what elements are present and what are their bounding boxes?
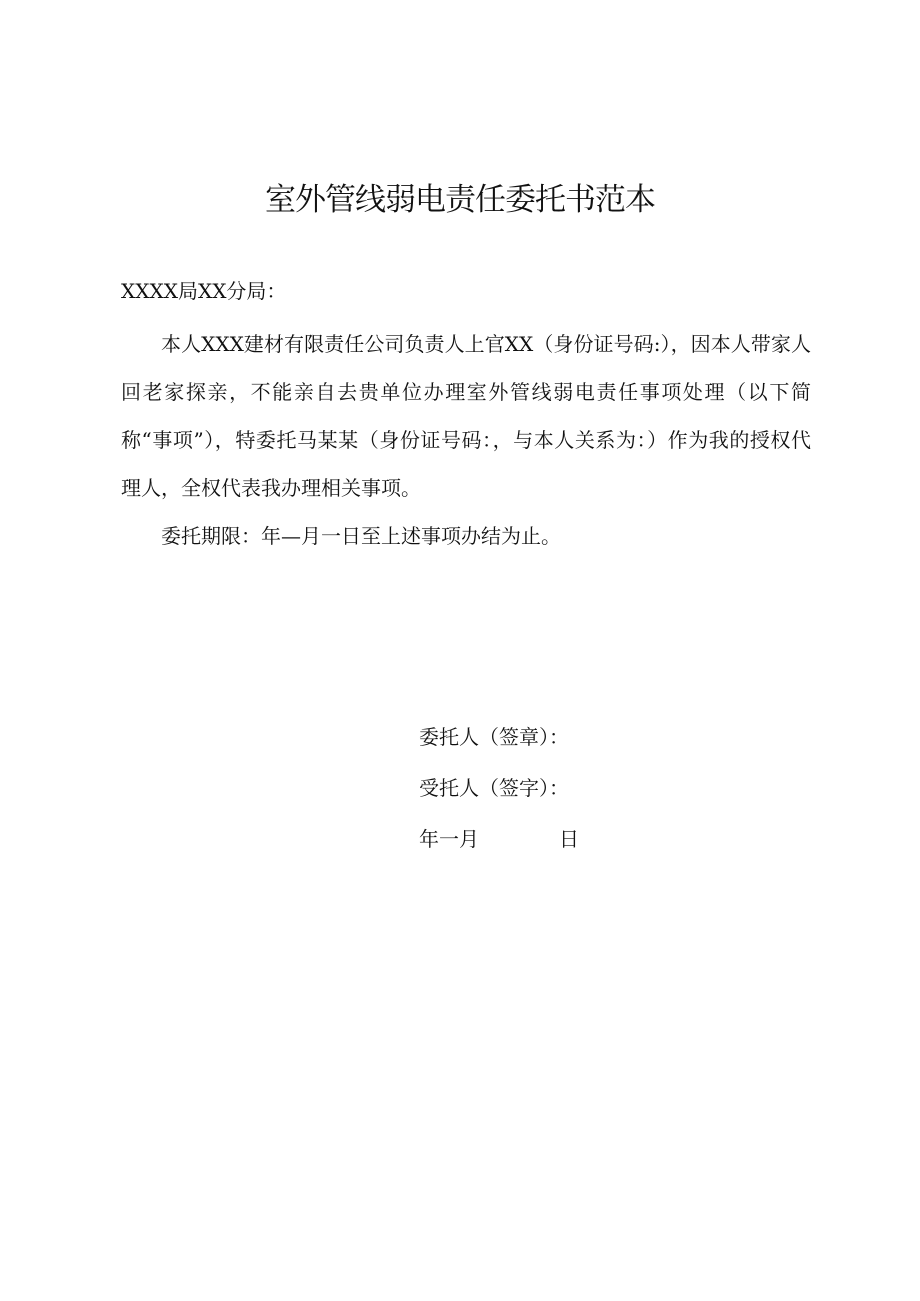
principal-signature-line: 委托人（签章）： [419, 725, 569, 749]
date-year-month: 年一月 [419, 827, 479, 851]
document-body [121, 320, 811, 560]
document-title: 室外管线弱电责任委托书范本 [265, 182, 655, 218]
salutation: XXXX局XX分局： [121, 279, 287, 303]
paragraph-entrustment: 本人XXX建材有限责任公司负责人上官XX（身份证号码:），因本人带家人回老家探亲，不能亲自去贵单位办理室外管线弱电责任事项处理（以下简称“事项”），特委托马某某（身份证号码：，与本人关系为：）作为我的授权代理人，全权代表我办理相关事项。 [121, 332, 811, 500]
date-day: 日 [559, 827, 579, 851]
date-line [419, 814, 579, 865]
paragraph-term: 委托期限：年—月一日至上述事项办结为止。 [161, 524, 561, 548]
agent-signature-line: 受托人（签字）： [419, 776, 569, 800]
signature-block [419, 712, 579, 865]
